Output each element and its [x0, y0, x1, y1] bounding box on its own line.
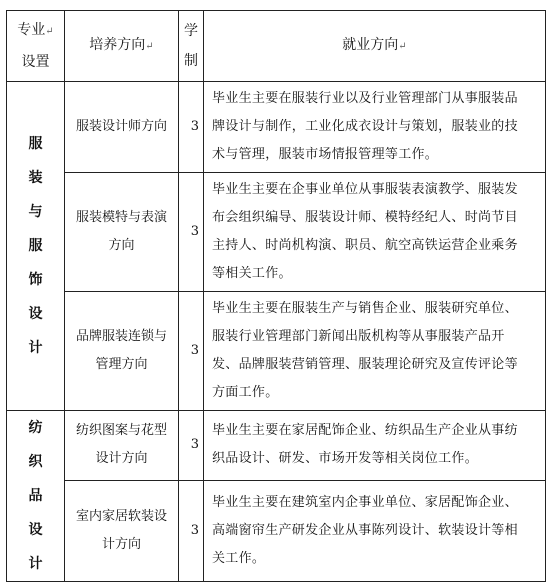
employment-cell [204, 82, 546, 173]
table-row [7, 411, 546, 481]
employment-text: 毕业生主要在建筑室内企事业单位、家居配饰企业、高端窗帘生产研发企业从事陈列设计、软装设计等相关工作。 [212, 494, 518, 566]
category-char: 计 [28, 340, 43, 356]
category-cell-textile [7, 411, 65, 582]
header-direction-label: 培养方向 [89, 37, 146, 53]
category-char: 服 [28, 136, 43, 152]
employment-text: 毕业生主要在服装行业以及行业管理部门从事服装品牌设计与制作，工业化成衣设计与策划，服装业的技术与管理，服装市场情报管理等工作。 [212, 91, 518, 162]
paragraph-mark-icon: ↵ [398, 41, 407, 52]
category-char: 设 [28, 522, 43, 538]
direction-cell [65, 292, 179, 411]
years-value: 3 [190, 522, 199, 538]
years-cell [179, 411, 204, 481]
header-category-line2: 设置 [21, 54, 50, 70]
category-cell-fashion [7, 82, 65, 411]
table-row [7, 480, 546, 582]
years-value: 3 [190, 437, 199, 453]
category-char: 设 [28, 306, 43, 322]
years-value: 3 [190, 224, 199, 239]
header-row [7, 11, 546, 82]
years-cell [179, 480, 204, 582]
direction-cell [65, 173, 179, 292]
header-direction [65, 11, 179, 82]
header-years-line2: 制 [184, 53, 198, 69]
employment-cell [204, 292, 546, 411]
table-row [7, 173, 546, 292]
category-char: 饰 [28, 272, 43, 288]
years-cell [179, 173, 204, 292]
table-row [7, 82, 546, 173]
header-category-line1: 专业 [17, 22, 46, 38]
program-table [6, 10, 546, 582]
header-employment-label: 就业方向 [342, 37, 399, 53]
years-cell [179, 292, 204, 411]
direction-text: 服装设计师方向 [75, 119, 167, 134]
category-char: 品 [28, 488, 43, 504]
category-char: 装 [28, 170, 43, 186]
direction-text: 室内家居软装设计方向 [75, 508, 167, 552]
category-char: 与 [28, 204, 43, 220]
direction-text: 服装模特与表演方向 [75, 210, 167, 253]
paragraph-mark-icon: ↵ [45, 26, 54, 37]
direction-text: 品牌服装连锁与管理方向 [75, 329, 167, 372]
direction-text: 纺织图案与花型设计方向 [75, 423, 167, 467]
years-cell [179, 82, 204, 173]
table-row [7, 292, 546, 411]
category-char: 服 [28, 238, 43, 254]
header-years [179, 11, 204, 82]
category-char: 织 [28, 454, 43, 470]
direction-cell [65, 480, 179, 582]
category-char: 纺 [28, 420, 43, 436]
header-employment [204, 11, 546, 82]
employment-text: 毕业生主要在家居配饰企业、纺织品生产企业从事纺织品设计、研发、市场开发等相关岗位工作。 [212, 423, 518, 467]
header-years-line1: 学 [184, 23, 198, 39]
years-value: 3 [190, 119, 199, 134]
employment-cell [204, 173, 546, 292]
employment-text: 毕业生主要在服装生产与销售企业、服装研究单位、服装行业管理部门新闻出版机构等从事服装产品开发、品牌服装营销管理、服装理论研究及宣传评论等方面工作。 [212, 301, 518, 400]
direction-cell [65, 411, 179, 481]
header-category [7, 11, 65, 82]
employment-cell [204, 480, 546, 582]
years-value: 3 [190, 343, 199, 358]
paragraph-mark-icon: ↵ [145, 41, 154, 52]
employment-text: 毕业生主要在企事业单位从事服装表演教学、服装发布会组织编导、服装设计师、模特经纪人、时尚节目主持人、时尚机构演、职员、航空高铁运营企业乘务等相关工作。 [212, 182, 518, 281]
category-char: 计 [28, 556, 43, 572]
direction-cell [65, 82, 179, 173]
employment-cell [204, 411, 546, 481]
